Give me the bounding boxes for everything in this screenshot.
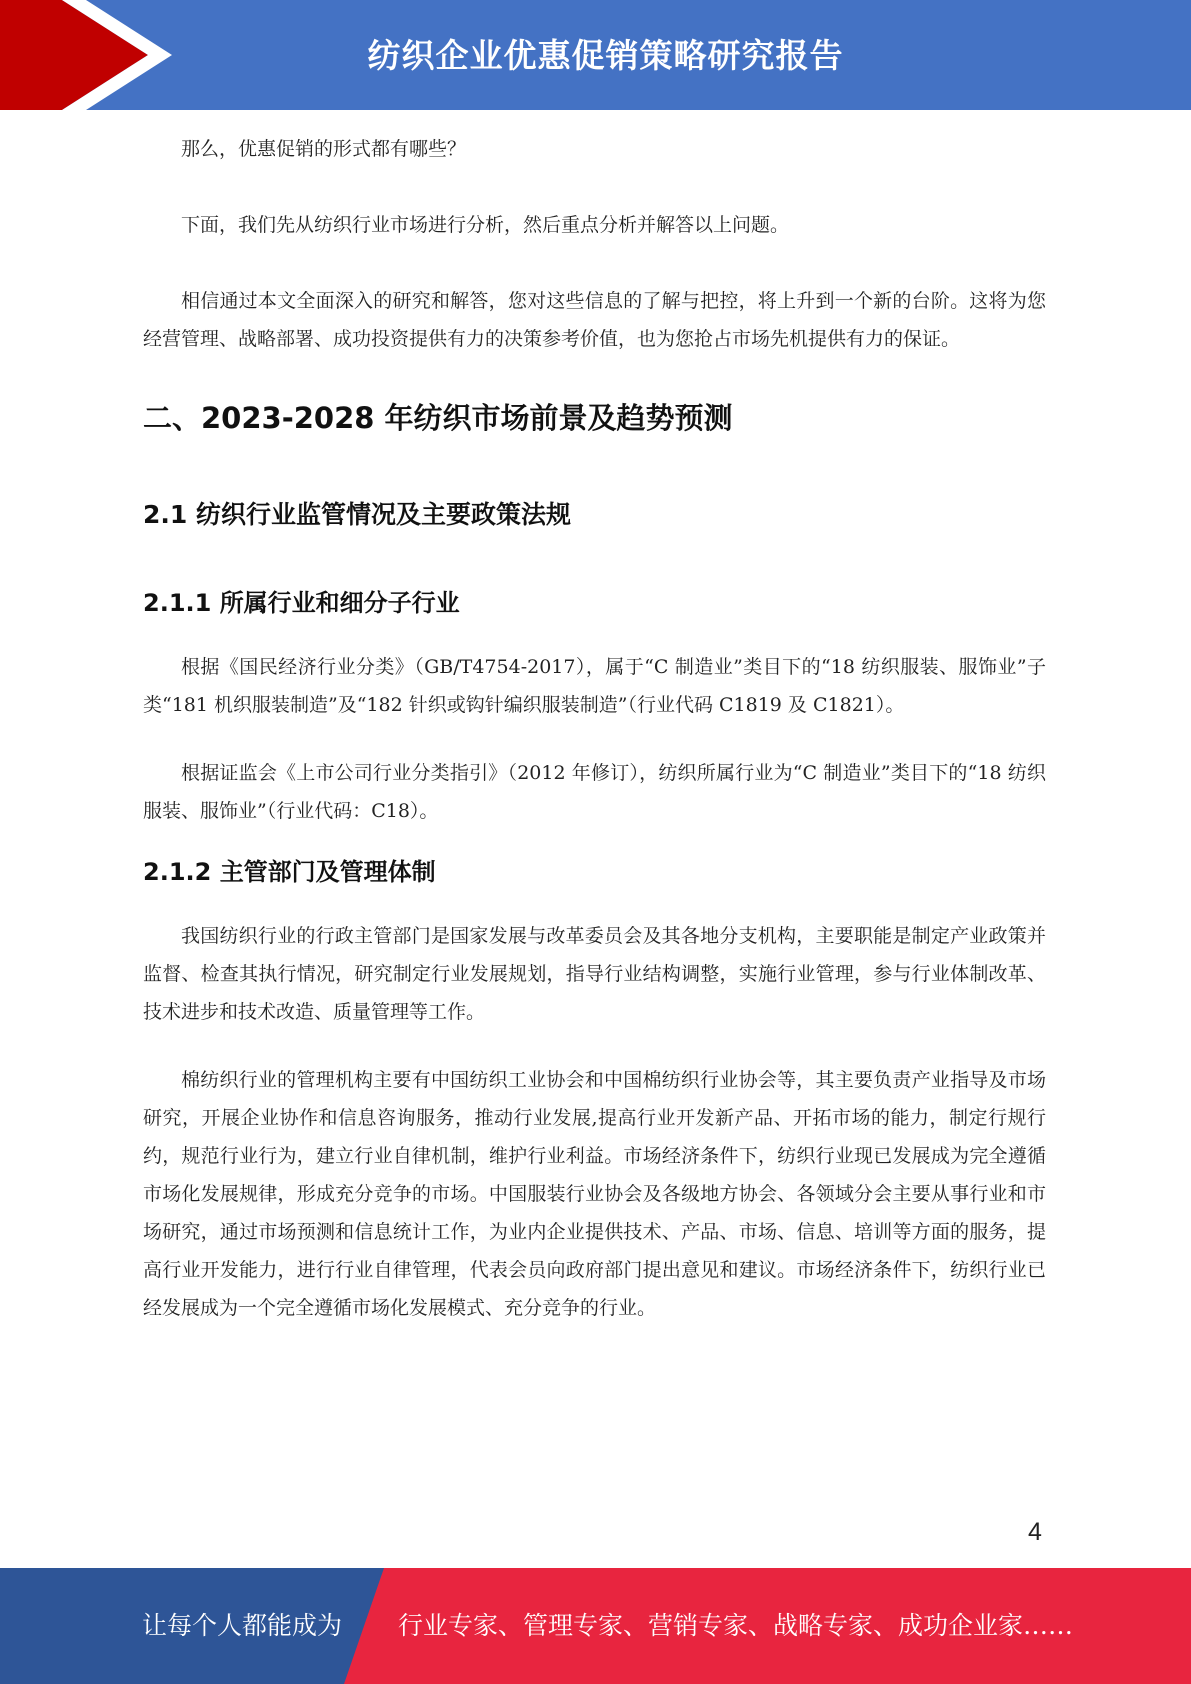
subsubsection-heading: 2.1.1 所属行业和细分子行业 [143, 589, 460, 617]
footer-slogan-left: 让每个人都能成为 [142, 1611, 343, 1640]
page-number: 4 [1028, 1518, 1042, 1546]
paragraph: 根据证监会《上市公司行业分类指引》（2012 年修订），纺织所属行业为“C 制造业”类目下的“18 纺织服装、服饰业”（行业代码：C18）。 [143, 762, 1046, 822]
paragraph: 那么，优惠促销的形式都有哪些？ [181, 138, 467, 160]
paragraph: 我国纺织行业的行政主管部门是国家发展与改革委员会及其各地分支机构，主要职能是制定产业政策并监督、检查其执行情况，研究制定行业发展规划，指导行业结构调整，实施行业管理，参与行业体制改革、技术进步和技术改造、质量管理等工作。 [143, 925, 1046, 1023]
paragraph: 下面，我们先从纺织行业市场进行分析，然后重点分析并解答以上问题。 [181, 214, 790, 236]
header-title: 纺织企业优惠促销策略研究报告 [367, 36, 844, 75]
footer-slogan-right: 行业专家、管理专家、营销专家、战略专家、成功企业家…… [398, 1611, 1074, 1640]
paragraph: 相信通过本文全面深入的研究和解答，您对这些信息的了解与把控，将上升到一个新的台阶。这将为您经营管理、战略部署、成功投资提供有力的决策参考价值，也为您抢占市场先机提供有力的保证。 [143, 290, 1046, 350]
document-body [143, 130, 1046, 1327]
page-header [0, 0, 1191, 110]
page-footer [0, 1568, 1191, 1684]
section-heading: 二、2023-2028 年纺织市场前景及趋势预测 [143, 401, 733, 435]
paragraph: 根据《国民经济行业分类》（GB/T4754-2017），属于“C 制造业”类目下的“18 纺织服装、服饰业”子类“181 机织服装制造”及“182 针织或钩针编织服装制造”（行业代码 C1819 及 C1821）。 [143, 656, 1046, 716]
paragraph: 棉纺织行业的管理机构主要有中国纺织工业协会和中国棉纺织行业协会等，其主要负责产业指导及市场研究，开展企业协作和信息咨询服务，推动行业发展,提高行业开发新产品、开拓市场的能力，制定行规行约，规范行业行为，建立行业自律机制，维护行业利益。市场经济条件下，纺织行业现已发展成为完全遵循市场化发展规律，形成充分竞争的市场。中国服装行业协会及各级地方协会、各领域分会主要从事行业和市场研究，通过市场预测和信息统计工作，为业内企业提供技术、产品、市场、信息、培训等方面的服务，提高行业开发能力，进行行业自律管理，代表会员向政府部门提出意见和建议。市场经济条件下，纺织行业已经发展成为一个完全遵循市场化发展模式、充分竞争的行业。 [143, 1069, 1046, 1319]
subsection-heading: 2.1 纺织行业监管情况及主要政策法规 [143, 500, 571, 529]
subsubsection-heading: 2.1.2 主管部门及管理体制 [143, 858, 436, 886]
